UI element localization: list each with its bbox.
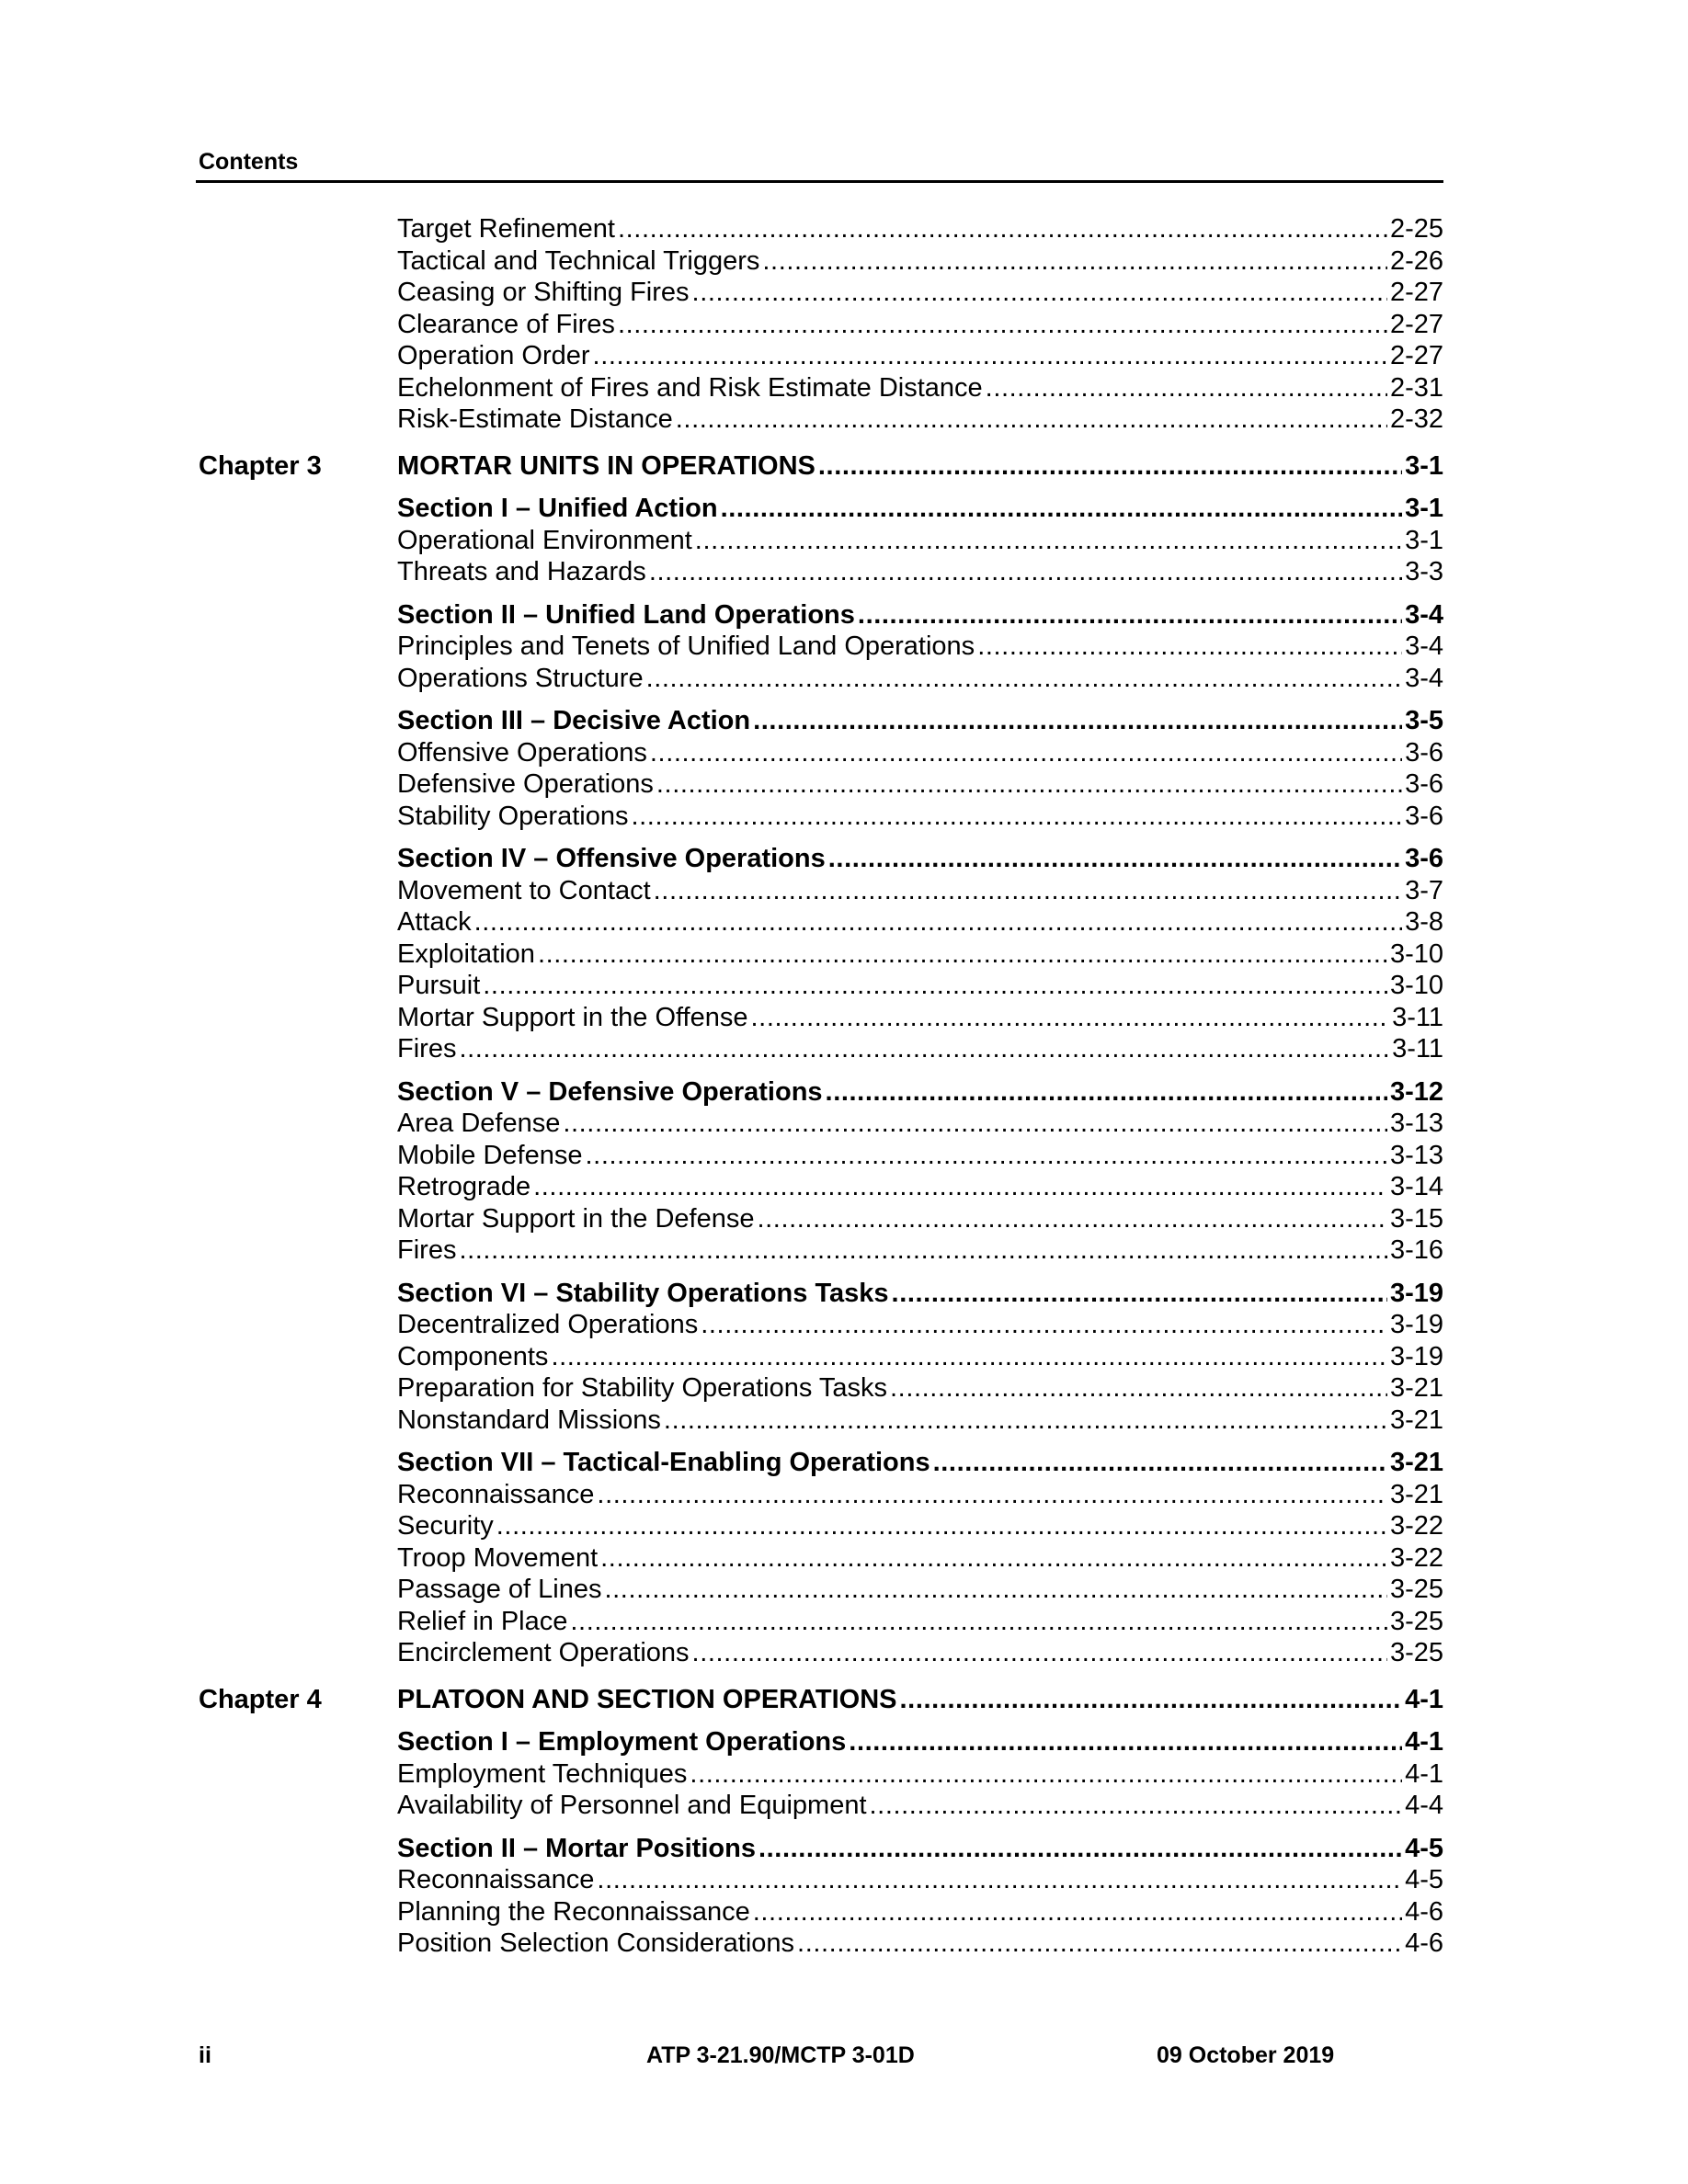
toc-heading-entry[interactable] <box>397 1076 1443 1109</box>
footer-publication: ATP 3-21.90/MCTP 3-01D <box>646 2042 915 2068</box>
dot-leader <box>597 1864 1402 1896</box>
group-spacer <box>196 1715 1443 1726</box>
toc-entry-title: Components <box>397 1341 549 1371</box>
dot-leader <box>692 277 1387 309</box>
section-group <box>196 843 1443 1065</box>
chapter-group <box>196 1684 1443 1716</box>
toc-entry-title: Section V – Defensive Operations <box>397 1076 823 1107</box>
dot-leader <box>618 309 1387 341</box>
dot-leader <box>986 372 1387 404</box>
toc-entry-page: 3-5 <box>1405 706 1443 735</box>
toc-entry[interactable] <box>397 1405 1443 1437</box>
toc-entry[interactable] <box>397 1479 1443 1511</box>
toc-entry[interactable] <box>397 525 1443 557</box>
toc-entry-title: Passage of Lines <box>397 1575 602 1604</box>
toc-entry[interactable] <box>397 1108 1443 1140</box>
toc-entry-page: 3-8 <box>1405 907 1443 937</box>
toc-entry-title: Position Selection Considerations <box>397 1928 795 1958</box>
toc-entry-title: Operation Order <box>397 341 590 370</box>
dot-leader <box>858 599 1402 631</box>
toc-entry-page: 2-31 <box>1389 372 1443 403</box>
toc-entry-title: Offensive Operations <box>397 737 647 768</box>
toc-entry-page: 3-7 <box>1405 875 1443 905</box>
toc-entry[interactable] <box>397 1171 1443 1203</box>
toc-entry-page: 3-21 <box>1389 1405 1443 1435</box>
chapter-label: Chapter 4 <box>199 1684 322 1714</box>
toc-heading-entry[interactable] <box>397 599 1443 631</box>
toc-entry[interactable] <box>397 213 1443 245</box>
toc-entry[interactable] <box>397 309 1443 341</box>
toc-entry[interactable] <box>397 1928 1443 1960</box>
dot-leader <box>977 631 1402 663</box>
group-spacer <box>196 694 1443 705</box>
toc-entry-title: Echelonment of Fires and Risk Estimate Distance <box>397 372 983 403</box>
toc-entry-page: 3-14 <box>1389 1172 1443 1201</box>
toc-entry-page: 3-6 <box>1405 737 1443 768</box>
toc-heading-entry[interactable] <box>397 1447 1443 1479</box>
group-spacer <box>196 832 1443 843</box>
toc-entry-title: Pursuit <box>397 971 481 1000</box>
dot-leader <box>900 1684 1403 1716</box>
toc-entry-page: 3-16 <box>1389 1235 1443 1265</box>
toc-entry[interactable] <box>397 1140 1443 1172</box>
toc-entry-title: Movement to Contact <box>397 875 651 905</box>
toc-entry-page: 3-15 <box>1389 1203 1443 1234</box>
chapter-label: Chapter 3 <box>199 450 322 481</box>
dot-leader <box>563 1108 1387 1140</box>
toc-entry-title: Availability of Personnel and Equipment <box>397 1791 867 1820</box>
toc-entry-page: 2-27 <box>1389 341 1443 370</box>
toc-entry[interactable] <box>397 1372 1443 1405</box>
section-group <box>196 1726 1443 1822</box>
toc-entry-title: Troop Movement <box>397 1542 599 1573</box>
toc-entry-title: Section II – Unified Land Operations <box>397 599 855 630</box>
dot-leader <box>828 843 1402 875</box>
dot-leader <box>695 525 1402 557</box>
toc-entry-title: Stability Operations <box>397 801 629 831</box>
toc-heading-entry[interactable] <box>397 1278 1443 1310</box>
toc-entry[interactable] <box>397 1002 1443 1034</box>
dot-leader <box>753 1896 1402 1928</box>
group-spacer <box>196 1669 1443 1684</box>
toc-entry-page: 2-32 <box>1389 404 1443 434</box>
toc-entry[interactable] <box>397 768 1443 801</box>
dot-leader <box>757 1203 1386 1235</box>
toc-entry[interactable] <box>397 1542 1443 1575</box>
toc-entry-title: Defensive Operations <box>397 769 654 799</box>
toc-entry[interactable] <box>397 1574 1443 1606</box>
toc-entry[interactable] <box>397 1510 1443 1542</box>
dot-leader <box>459 1234 1387 1267</box>
dot-leader <box>721 493 1403 525</box>
toc-heading-entry[interactable] <box>397 450 1443 483</box>
toc-entry[interactable] <box>397 245 1443 278</box>
toc-entry[interactable] <box>397 1203 1443 1235</box>
toc-entry-title: Fires <box>397 1034 457 1064</box>
toc-entry-page: 3-13 <box>1389 1140 1443 1170</box>
section-group <box>196 213 1443 436</box>
toc-entry-title: Planning the Reconnaissance <box>397 1896 750 1927</box>
dot-leader <box>604 1574 1386 1606</box>
toc-entry-title: Reconnaissance <box>397 1479 595 1509</box>
section-group <box>196 493 1443 588</box>
dot-leader <box>656 768 1402 801</box>
toc-entry-title: Risk-Estimate Distance <box>397 404 673 434</box>
toc-entry-title: Section I – Employment Operations <box>397 1727 847 1757</box>
dot-leader <box>618 213 1387 245</box>
toc-entry[interactable] <box>397 1758 1443 1791</box>
toc-entry-page: 2-27 <box>1389 278 1443 307</box>
dot-leader <box>892 1278 1387 1310</box>
toc-entry-page: 3-6 <box>1405 801 1443 831</box>
toc-entry[interactable] <box>397 1234 1443 1267</box>
toc-entry-title: Section VII – Tactical-Enabling Operations <box>397 1448 930 1477</box>
toc-entry-page: 3-11 <box>1392 1002 1443 1032</box>
group-spacer <box>196 482 1443 493</box>
toc-entry-page: 3-12 <box>1389 1076 1443 1107</box>
table-of-contents <box>196 213 1443 1960</box>
dot-leader <box>664 1405 1387 1437</box>
toc-entry-title: Principles and Tenets of Unified Land Operations <box>397 631 975 661</box>
toc-entry[interactable] <box>397 1896 1443 1928</box>
dot-leader <box>654 875 1402 907</box>
dot-leader <box>758 1833 1402 1865</box>
toc-entry-page: 4-5 <box>1405 1865 1443 1894</box>
dot-leader <box>646 663 1403 695</box>
toc-entry-page: 3-19 <box>1389 1310 1443 1339</box>
toc-entry-title: Mortar Support in the Offense <box>397 1002 748 1032</box>
toc-entry[interactable] <box>397 556 1443 588</box>
toc-entry[interactable] <box>397 631 1443 663</box>
toc-entry-page: 3-6 <box>1405 844 1443 873</box>
dot-leader <box>600 1542 1387 1575</box>
toc-entry[interactable] <box>397 1033 1443 1065</box>
toc-entry-page: 3-21 <box>1389 1448 1443 1477</box>
toc-entry-page: 3-4 <box>1405 599 1443 630</box>
toc-entry-page: 3-1 <box>1405 525 1443 555</box>
toc-entry-title: Target Refinement <box>397 214 615 244</box>
dot-leader <box>753 705 1402 737</box>
toc-entry-page: 3-11 <box>1392 1034 1443 1064</box>
toc-entry-page: 4-1 <box>1405 1684 1443 1714</box>
toc-heading-entry[interactable] <box>397 843 1443 875</box>
toc-entry-title: Mortar Support in the Defense <box>397 1203 755 1234</box>
dot-leader <box>586 1140 1387 1172</box>
toc-entry-page: 3-25 <box>1389 1575 1443 1604</box>
toc-entry-title: PLATOON AND SECTION OPERATIONS <box>397 1684 897 1714</box>
toc-entry-title: Clearance of Fires <box>397 309 615 339</box>
dot-leader <box>797 1928 1402 1960</box>
dot-leader <box>751 1002 1390 1034</box>
section-group <box>196 599 1443 695</box>
toc-entry[interactable] <box>397 372 1443 404</box>
toc-entry-page: 3-1 <box>1405 450 1443 481</box>
toc-entry-page: 4-1 <box>1405 1727 1443 1757</box>
dot-leader <box>701 1309 1387 1341</box>
dot-leader <box>890 1372 1387 1405</box>
toc-entry-title: Section II – Mortar Positions <box>397 1833 756 1863</box>
dot-leader <box>933 1447 1387 1479</box>
toc-entry-page: 3-22 <box>1389 1542 1443 1573</box>
toc-heading-entry[interactable] <box>397 493 1443 525</box>
dot-leader <box>690 1758 1402 1791</box>
section-group <box>196 1076 1443 1267</box>
section-group <box>196 1833 1443 1960</box>
dot-leader <box>762 245 1387 278</box>
toc-entry[interactable] <box>397 970 1443 1002</box>
section-group <box>196 1278 1443 1437</box>
toc-entry-title: Operational Environment <box>397 525 692 555</box>
dot-leader <box>570 1606 1387 1638</box>
toc-entry[interactable] <box>397 737 1443 769</box>
toc-heading-entry[interactable] <box>397 1833 1443 1865</box>
footer-page-number: ii <box>199 2042 211 2068</box>
toc-entry-title: Decentralized Operations <box>397 1310 699 1339</box>
dot-leader <box>474 906 1402 938</box>
toc-entry[interactable] <box>397 404 1443 436</box>
toc-entry-page: 3-22 <box>1389 1511 1443 1541</box>
toc-entry-title: Relief in Place <box>397 1606 568 1636</box>
toc-heading-entry[interactable] <box>397 1684 1443 1716</box>
dot-leader <box>496 1510 1387 1542</box>
dot-leader <box>849 1726 1402 1758</box>
toc-entry-title: Reconnaissance <box>397 1865 595 1894</box>
dot-leader <box>538 938 1387 971</box>
toc-entry-title: Section VI – Stability Operations Tasks <box>397 1278 889 1308</box>
toc-entry-title: Preparation for Stability Operations Tasks <box>397 1373 888 1403</box>
dot-leader <box>649 556 1402 588</box>
toc-entry-page: 4-5 <box>1405 1833 1443 1863</box>
dot-leader <box>593 340 1387 372</box>
group-spacer <box>196 1436 1443 1447</box>
toc-entry-title: Retrograde <box>397 1172 531 1201</box>
toc-entry-page: 3-4 <box>1405 663 1443 693</box>
toc-entry-page: 4-4 <box>1405 1791 1443 1820</box>
toc-entry[interactable] <box>397 1606 1443 1638</box>
toc-entry-page: 3-3 <box>1405 557 1443 586</box>
toc-entry[interactable] <box>397 938 1443 971</box>
toc-heading-entry[interactable] <box>397 705 1443 737</box>
toc-entry[interactable] <box>397 1341 1443 1373</box>
dot-leader <box>676 404 1387 436</box>
toc-entry-page: 3-19 <box>1389 1278 1443 1308</box>
group-spacer <box>196 588 1443 599</box>
toc-entry[interactable] <box>397 801 1443 833</box>
toc-entry[interactable] <box>397 875 1443 907</box>
toc-entry-title: MORTAR UNITS IN OPERATIONS <box>397 450 815 481</box>
toc-entry[interactable] <box>397 1309 1443 1341</box>
toc-entry-title: Exploitation <box>397 938 535 969</box>
toc-entry-title: Section III – Decisive Action <box>397 706 751 735</box>
toc-entry-page: 2-27 <box>1389 309 1443 339</box>
toc-entry[interactable] <box>397 1790 1443 1822</box>
toc-entry-page: 3-6 <box>1405 769 1443 799</box>
dot-leader <box>459 1033 1389 1065</box>
chapter-group <box>196 450 1443 483</box>
toc-entry-page: 3-10 <box>1389 938 1443 969</box>
toc-entry-page: 3-13 <box>1389 1109 1443 1138</box>
dot-leader <box>597 1479 1387 1511</box>
toc-entry-title: Ceasing or Shifting Fires <box>397 278 690 307</box>
dot-leader <box>818 450 1402 483</box>
toc-entry-page: 2-26 <box>1389 245 1443 276</box>
toc-entry-page: 4-1 <box>1405 1758 1443 1789</box>
toc-entry-page: 3-1 <box>1405 494 1443 523</box>
toc-entry-title: Security <box>397 1511 494 1541</box>
page-header <box>196 145 1443 183</box>
toc-entry-page: 3-25 <box>1389 1606 1443 1636</box>
toc-entry-title: Mobile Defense <box>397 1140 583 1170</box>
toc-entry-title: Section I – Unified Action <box>397 494 718 523</box>
toc-entry-page: 4-6 <box>1405 1928 1443 1958</box>
toc-entry-title: Attack <box>397 907 472 937</box>
group-spacer <box>196 1267 1443 1278</box>
dot-leader <box>650 737 1402 769</box>
toc-entry-title: Section IV – Offensive Operations <box>397 844 826 873</box>
toc-entry-page: 2-25 <box>1389 214 1443 244</box>
dot-leader <box>870 1790 1403 1822</box>
toc-entry-page: 4-6 <box>1405 1896 1443 1927</box>
toc-heading-entry[interactable] <box>397 1726 1443 1758</box>
dot-leader <box>533 1171 1387 1203</box>
toc-entry-title: Nonstandard Missions <box>397 1405 661 1435</box>
toc-entry[interactable] <box>397 1637 1443 1669</box>
section-group <box>196 1447 1443 1669</box>
toc-entry-title: Tactical and Technical Triggers <box>397 245 760 276</box>
toc-entry-title: Area Defense <box>397 1109 561 1138</box>
toc-entry-page: 3-21 <box>1389 1479 1443 1509</box>
toc-entry-page: 3-19 <box>1389 1341 1443 1371</box>
toc-entry-page: 3-25 <box>1389 1638 1443 1667</box>
toc-entry-title: Employment Techniques <box>397 1758 688 1789</box>
toc-entry[interactable] <box>397 663 1443 695</box>
toc-entry[interactable] <box>397 340 1443 372</box>
group-spacer <box>196 1822 1443 1833</box>
footer-date: 09 October 2019 <box>1157 2042 1335 2068</box>
dot-leader <box>826 1076 1387 1109</box>
toc-entry-title: Fires <box>397 1235 457 1265</box>
toc-entry-title: Operations Structure <box>397 663 644 693</box>
toc-entry[interactable] <box>397 277 1443 309</box>
dot-leader <box>692 1637 1387 1669</box>
group-spacer <box>196 1065 1443 1076</box>
toc-entry-page: 3-10 <box>1389 971 1443 1000</box>
page-footer <box>196 2042 1443 2074</box>
dot-leader <box>551 1341 1387 1373</box>
toc-entry-title: Encirclement Operations <box>397 1638 690 1667</box>
group-spacer <box>196 436 1443 450</box>
section-group <box>196 705 1443 832</box>
toc-entry[interactable] <box>397 906 1443 938</box>
toc-entry-title: Threats and Hazards <box>397 557 646 586</box>
toc-entry-page: 3-21 <box>1389 1373 1443 1403</box>
toc-entry[interactable] <box>397 1864 1443 1896</box>
toc-entry-page: 3-4 <box>1405 631 1443 661</box>
dot-leader <box>483 970 1387 1002</box>
header-title: Contents <box>199 149 299 175</box>
dot-leader <box>631 801 1402 833</box>
